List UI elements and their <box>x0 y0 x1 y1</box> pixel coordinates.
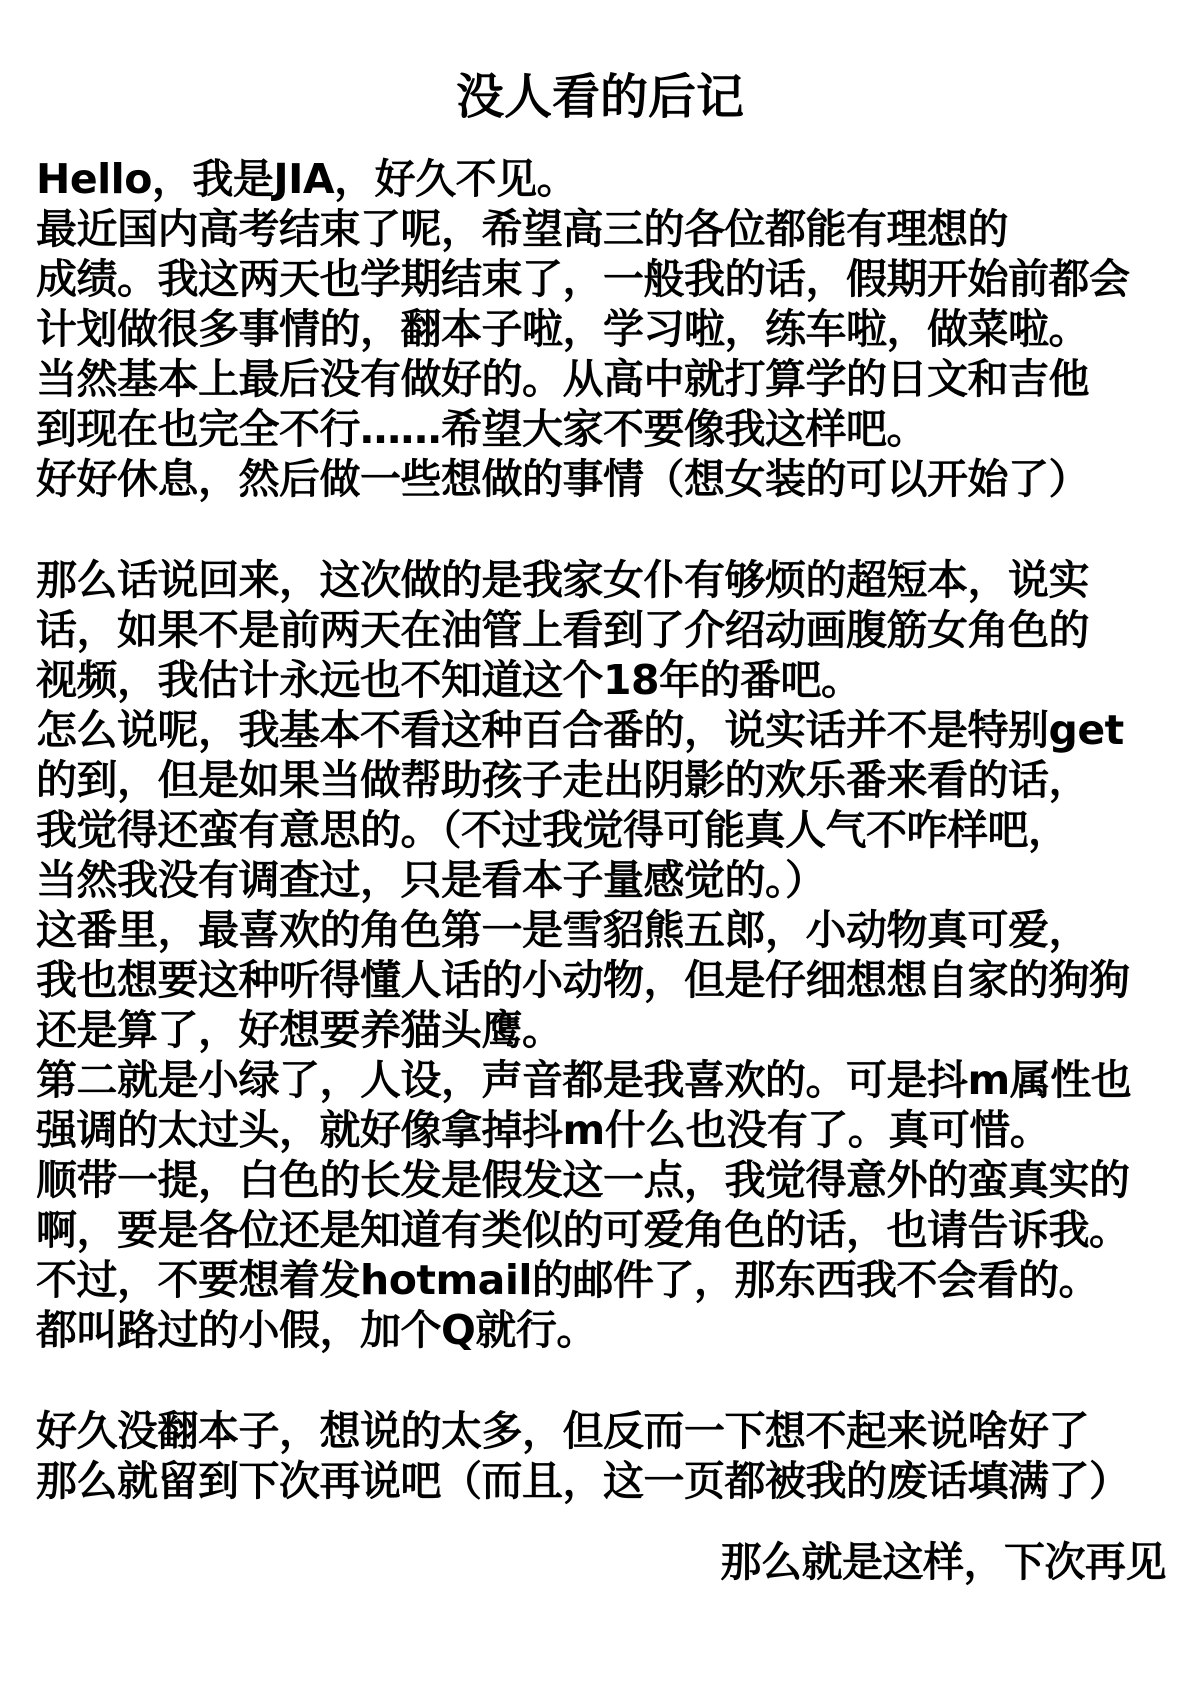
text-line: 那么话说回来，这次做的是我家女仆有够烦的超短本，说实 <box>36 556 1089 604</box>
text-line: 到现在也完全不行……希望大家不要像我这样吧。 <box>36 405 927 453</box>
text-line: 都叫路过的小假，加个Q就行。 <box>36 1306 597 1354</box>
text-line: 我觉得还蛮有意思的。（不过我觉得可能真人气不咋样吧， <box>36 806 1069 854</box>
text-line: 当然基本上最后没有做好的。从高中就打算学的日文和吉他 <box>36 355 1089 403</box>
text-line: 顺带一提，白色的长发是假发这一点，我觉得意外的蛮真实的 <box>36 1156 1130 1204</box>
text-line: 视频，我估计永远也不知道这个18年的番吧。 <box>36 656 862 704</box>
text-line: 还是算了，好想要养猫头鹰。 <box>36 1006 563 1054</box>
text-line: 的到，但是如果当做帮助孩子走出阴影的欢乐番来看的话， <box>36 756 1089 804</box>
text-line: 话，如果不是前两天在油管上看到了介绍动画腹筋女角色的 <box>36 606 1089 654</box>
page-title: 没人看的后记 <box>455 69 744 125</box>
text-line: 好久没翻本子，想说的太多，但反而一下想不起来说啥好了 <box>36 1407 1089 1455</box>
text-line: 计划做很多事情的，翻本子啦，学习啦，练车啦，做菜啦。 <box>36 305 1089 353</box>
text-line: 不过，不要想着发hotmail的邮件了，那东西我不会看的。 <box>36 1256 1099 1304</box>
text-line: 当然我没有调查过，只是看本子量感觉的。） <box>36 856 826 904</box>
text-line: 这番里，最喜欢的角色第一是雪貂熊五郎，小动物真可爱， <box>36 906 1089 954</box>
closing-line: 那么就是这样，下次再见 <box>720 1538 1166 1586</box>
text-line: 好好休息，然后做一些想做的事情（想女装的可以开始了） <box>36 455 1089 503</box>
text-line: 怎么说呢，我基本不看这种百合番的，说实话并不是特别get <box>36 706 1124 754</box>
text-line: 成绩。我这两天也学期结束了，一般我的话，假期开始前都会 <box>36 255 1130 303</box>
text-line: 强调的太过头，就好像拿掉抖m什么也没有了。真可惜。 <box>36 1106 1051 1154</box>
text-line: 第二就是小绿了，人设，声音都是我喜欢的。可是抖m属性也 <box>36 1056 1132 1104</box>
text-line: Hello，我是JIA，好久不见。 <box>36 155 578 203</box>
paragraph-gap <box>36 504 1196 555</box>
afterword-body <box>36 154 1196 1506</box>
text-line: 那么就留到下次再说吧（而且，这一页都被我的废话填满了） <box>36 1457 1130 1505</box>
paragraph-gap <box>36 1355 1196 1406</box>
text-line: 啊，要是各位还是知道有类似的可爱角色的话，也请告诉我。 <box>36 1206 1130 1254</box>
text-line: 最近国内高考结束了呢，希望高三的各位都能有理想的 <box>36 205 1008 253</box>
text-line: 我也想要这种听得懂人话的小动物，但是仔细想想自家的狗狗 <box>36 956 1130 1004</box>
